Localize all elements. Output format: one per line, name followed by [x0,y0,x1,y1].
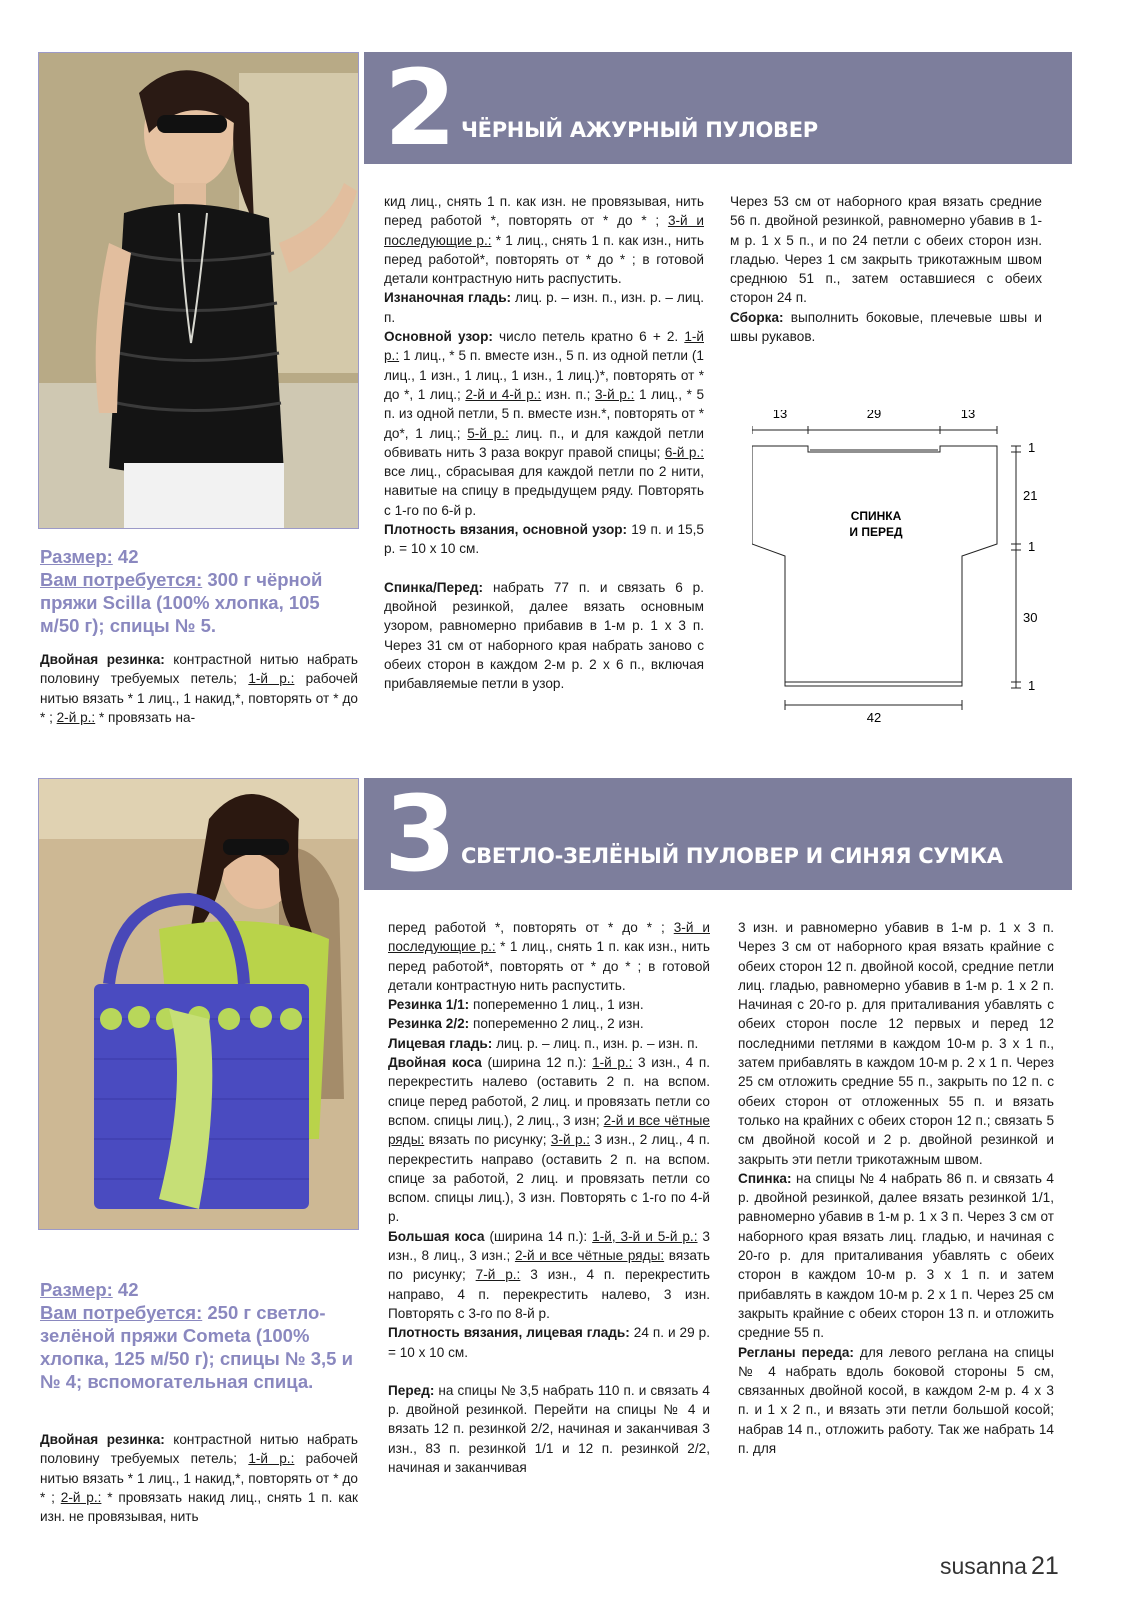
pattern-title: СВЕТЛО-ЗЕЛЁНЫЙ ПУЛОВЕР И СИНЯЯ СУМКА [461,844,1003,868]
paragraph [384,520,704,559]
text-column-middle [384,192,704,693]
text-column-left [40,650,358,727]
row-label: 2-й и все чётные ряды: [388,1112,710,1148]
text-run: набрать 77 п. и связать 6 р. двойной резинкой, далее вязать основным узором, равномерно прибавив в 1-м р. 1 x 3 п. Через 31 см от наборного края набрать заново с обеих сторон в каждом 2-м р. 2 x 6 п., включая прибавляемые петли в узор. [384,579,704,692]
text-column-left [40,1430,358,1526]
row-label: 7-й р.: [475,1267,521,1283]
dim-top-left: 13 [772,410,788,421]
term-label: Изнаночная гладь: [384,290,512,306]
text-run: 3 изн. и равномерно убавив в 1-м р. 1 x 3 п. Через 3 см от наборного края вязать крайние с обеих сторон 12 п. двойной косой, средние петли лиц. гладью, равномерно убавив в 1-м р. 1 x 2 п. Начиная с 20-го р. для приталивания убавлять с обеих сторон после 12 первых и перед 12 последними петлями в каждом 10-м р. 3 x 1 п., затем прибавлять в каждом 10-м р. 2 x 1 п. Через 25 см отложить средние 55 п., закрыть по 12 п. с обеих сторон от отложенных 55 п. и вязать только на крайних с обеих сторон 12 п.; связать 5 см двойной косой и 2 р. двойной резинкой и закрыть эти петли трикотажным швом. [738,920,1054,1167]
size-materials-info [40,1278,360,1393]
size-materials-info [40,545,360,637]
text-run: перед работой *, повторять от * до * ; [388,920,674,935]
row-label: 6-й р.: [664,444,704,460]
row-label: 2-й и 4-й р.: [465,386,542,402]
size-label: Размер: [40,546,113,567]
row-label: 1-й р.: [248,1451,295,1467]
diagram-label-line1: СПИНКА [850,509,902,523]
text-run: контрастной нитью набрать половину требуемых петель; [40,1432,358,1467]
paragraph [388,918,710,995]
text-run: 3 изн., 4 п. перекрестить направо, 4 п. перекрестить налево, 3 изн. Повторять с 3-го по 8-й р. [388,1267,710,1321]
row-label: 2-й р.: [56,709,96,725]
pattern-number: 2 [384,47,457,169]
text-run: 19 п. и 15,5 р. = 10 x 10 см. [384,522,704,557]
term-label: Двойная резинка: [40,652,165,667]
dim-right-3: 1 [1028,539,1036,554]
row-label: 1-й р.: [384,329,704,364]
term-label: Резинка 1/1: [388,997,470,1013]
text-run: 1 лиц., * 5 п. вместе изн., 5 п. из одной петли (1 лиц., 1 изн., 1 лиц., 1 изн., 1 лиц.)*, повторять от * до *, 1 лиц.; [384,348,704,402]
size-value: 42 [112,1279,139,1300]
text-run: для левого реглана на спицы № 4 набрать вдоль боковой стороны 5 см, связанных двойной косой, в каждом 2-м р. 4 x 3 п. и 1 x 2 п., и вязать эти петли большой косой; набрав 14 п., отложить работу. Так же набрать 14 п. для [738,1344,1054,1457]
row-label: 2-й и все чётные ряды: [514,1248,665,1264]
paragraph [388,1014,710,1033]
row-label: 2-й р.: [60,1489,102,1505]
text-column-middle [388,918,710,1477]
text-run: (ширина 12 п.): [481,1055,593,1071]
row-label: 3-й р.: [594,386,635,402]
materials-value: 300 г чёрной пряжи Scilla (100% хлопка, 105 м/50 г); спицы № 5. [40,569,323,636]
text-run: лиц. п., и для каждой петли обвивать нить 3 раза вокруг правой спицы; [384,425,704,460]
text-run: попеременно 1 лиц., 1 изн. [469,997,644,1013]
size-label: Размер: [40,1279,113,1300]
section-2-banner [364,47,1072,169]
paragraph [384,192,704,288]
materials-label: Вам потребуется: [40,1302,203,1323]
term-label: Перед: [388,1382,435,1398]
term-label: Резинка 2/2: [388,1016,470,1032]
row-label: 3-й и последующие р.: [388,920,710,955]
text-run: рабочей нитью вязать * 1 лиц., 1 накид,*, повторять от * до * ; [40,1451,358,1505]
dim-right-1: 1 [1028,440,1036,455]
term-label: Спинка: [738,1170,792,1186]
paragraph [388,1227,710,1323]
paragraph [40,650,358,727]
text-run: * провязать накид лиц., снять 1 п. как изн. не провязывая, нить [40,1489,358,1525]
materials-value: 250 г светло-зелёной пряжи Cometa (100% хлопка, 125 м/50 г); спицы № 3,5 и № 4; вспомогательная спица. [40,1302,353,1392]
text-run: вязать по рисунку; [388,1248,710,1283]
term-label: Плотность вязания, основной узор: [384,522,628,538]
paragraph [388,1323,710,1362]
text-run: 1 лиц., * 5 п. из одной петли, 5 п. вместе изн.*, повторять от * до*, 1 лиц.; [384,386,705,441]
dim-top-right: 13 [960,410,976,421]
paragraph [384,327,704,520]
paragraph [384,578,704,694]
text-run: на спицы № 4 набрать 86 п. и связать 4 р. двойной резинкой, далее вязать резинкой 1/1, равномерно убавив в 1-м р. 1 x 3 п. Через 3 см от наборного края вязать лиц. гладью, и начиная с 20-го р. для приталивания убавлять с обеих сторон в каждом 10-м р. 3 x 1 п. и затем прибавлять в каждом 10-м р. 2 x 1 п. Через 25 см закрыть крайние с обеих сторон 13 п. и отложить средние 55 п. [738,1170,1054,1341]
schematic-back-and-front [752,410,1062,740]
dim-right-4: 30 [1023,610,1038,625]
diagram-label-line2: И ПЕРЕД [849,525,903,539]
materials-label: Вам потребуется: [40,569,203,590]
page-footer [940,1552,1059,1581]
photo-green-pullover-blue-bag [38,778,359,1230]
term-label: Плотность вязания, лицевая гладь: [388,1325,630,1341]
row-label: 1-й, 3-й и 5-й р.: [592,1228,698,1244]
paragraph [388,1381,710,1477]
text-run: попеременно 2 лиц., 2 изн. [469,1016,644,1032]
text-run: на спицы № 3,5 набрать 110 п. и связать 4 р. двойной резинкой. Перейти на спицы № 4 и вязать 12 п. резинкой 2/2, начиная и заканчивая 3 изн., 83 п. резинкой 1/1 и 12 п. резинкой 2/2, начиная и заканчивая [388,1382,710,1476]
text-run: 3 изн., 8 лиц., 3 изн.; [388,1228,710,1264]
paragraph [388,1053,710,1227]
text-column-right [738,918,1054,1458]
paragraph [730,192,1042,308]
paragraph [730,308,1042,347]
pattern-title: ЧЁРНЫЙ АЖУРНЫЙ ПУЛОВЕР [461,118,818,142]
row-label: 5-й р.: [467,425,509,441]
paragraph [388,995,710,1014]
term-label: Сборка: [730,309,784,325]
text-run: 24 п. и 29 р. = 10 x 10 см. [388,1325,710,1360]
dim-right-2: 21 [1023,488,1038,503]
text-column-right [730,192,1042,346]
paragraph [738,918,1054,1169]
text-run: * провязать на- [95,709,196,725]
term-label: Регланы переда: [738,1344,854,1360]
text-run: число петель кратно 6 + 2. [492,329,685,345]
term-label: Спинка/Перед: [384,579,484,595]
text-run: * 1 лиц., снять 1 п. как изн., нить перед работой*, повторять от * до * ; в готовой детали контрастную нить распустить. [388,939,710,993]
dim-bottom: 42 [866,710,882,725]
dim-right-5: 1 [1028,678,1036,693]
text-run: рабочей нитью вязать * 1 лиц., 1 накид,*, повторять от * до * ; [40,671,358,725]
text-run: контрастной нитью набрать половину требуемых петель; [40,652,358,687]
row-label: 3-й и последующие р.: [384,213,704,248]
term-label: Двойная коса [388,1055,482,1071]
magazine-brand: susanna [940,1553,1027,1579]
text-run: лиц. р. – изн. п., изн. р. – лиц. п. [384,290,704,325]
size-value: 42 [112,546,139,567]
dim-top-middle: 29 [866,410,882,421]
term-label: Основной узор: [384,329,493,345]
text-run: выполнить боковые, плечевые швы и швы рукавов. [730,309,1042,345]
text-run: кид лиц., снять 1 п. как изн. не провязывая, нить перед работой *, повторять от * до * ; [384,194,704,229]
section-3-banner [364,773,1072,895]
photo-black-pullover [38,52,359,529]
text-run: все лиц., сбрасывая для каждой петли по 2 нити, навитые на спицу в предыдущем ряду. Повторять с 1-го по 6-й р. [384,464,704,518]
text-run: вязать по рисунку; [424,1132,551,1148]
paragraph [384,288,704,327]
term-label: Большая коса [388,1228,485,1244]
row-label: 1-й р.: [592,1055,633,1071]
text-run: 3 изн., 4 п. перекрестить налево (оставить 2 п. на вспом. спице перед работой, 2 лиц. и провязать петли со вспом. спицы лиц.), 2 лиц., 3 изн; [388,1055,710,1128]
text-run: Через 53 см от наборного края вязать средние 56 п. двойной резинкой, равномерно убавив в 1-м р. 1 x 5 п., и по 24 петли с обеих сторон изн. гладью. Через 1 см закрыть трикотажным швом среднюю 51 п., затем оставшиеся с обеих сторон 24 п. [730,194,1042,306]
paragraph [40,1430,358,1526]
paragraph [388,1034,710,1053]
pattern-number: 3 [384,773,457,895]
text-run: (ширина 14 п.): [484,1228,593,1244]
text-run: лиц. р. – лиц. п., изн. р. – изн. п. [492,1035,699,1051]
text-run: изн. п.; [541,386,595,402]
row-label: 1-й р.: [248,671,295,687]
text-run: * 1 лиц., снять 1 п. как изн., нить перед работой*, повторять от * до * ; в готовой детали контрастную нить распустить. [384,232,704,287]
page-number: 21 [1030,1552,1059,1580]
paragraph [738,1343,1054,1459]
text-run: 3 изн., 2 лиц., 4 п. перекрестить направо (оставить 2 п. на вспом. спице за работой, 2 лиц. и провязать петли со вспом. спицы лиц.), 3 изн. Повторять с 1-го по 4-й р. [388,1132,710,1225]
term-label: Лицевая гладь: [388,1035,493,1051]
paragraph [738,1169,1054,1343]
term-label: Двойная резинка: [40,1432,165,1447]
row-label: 3-й р.: [550,1132,591,1148]
